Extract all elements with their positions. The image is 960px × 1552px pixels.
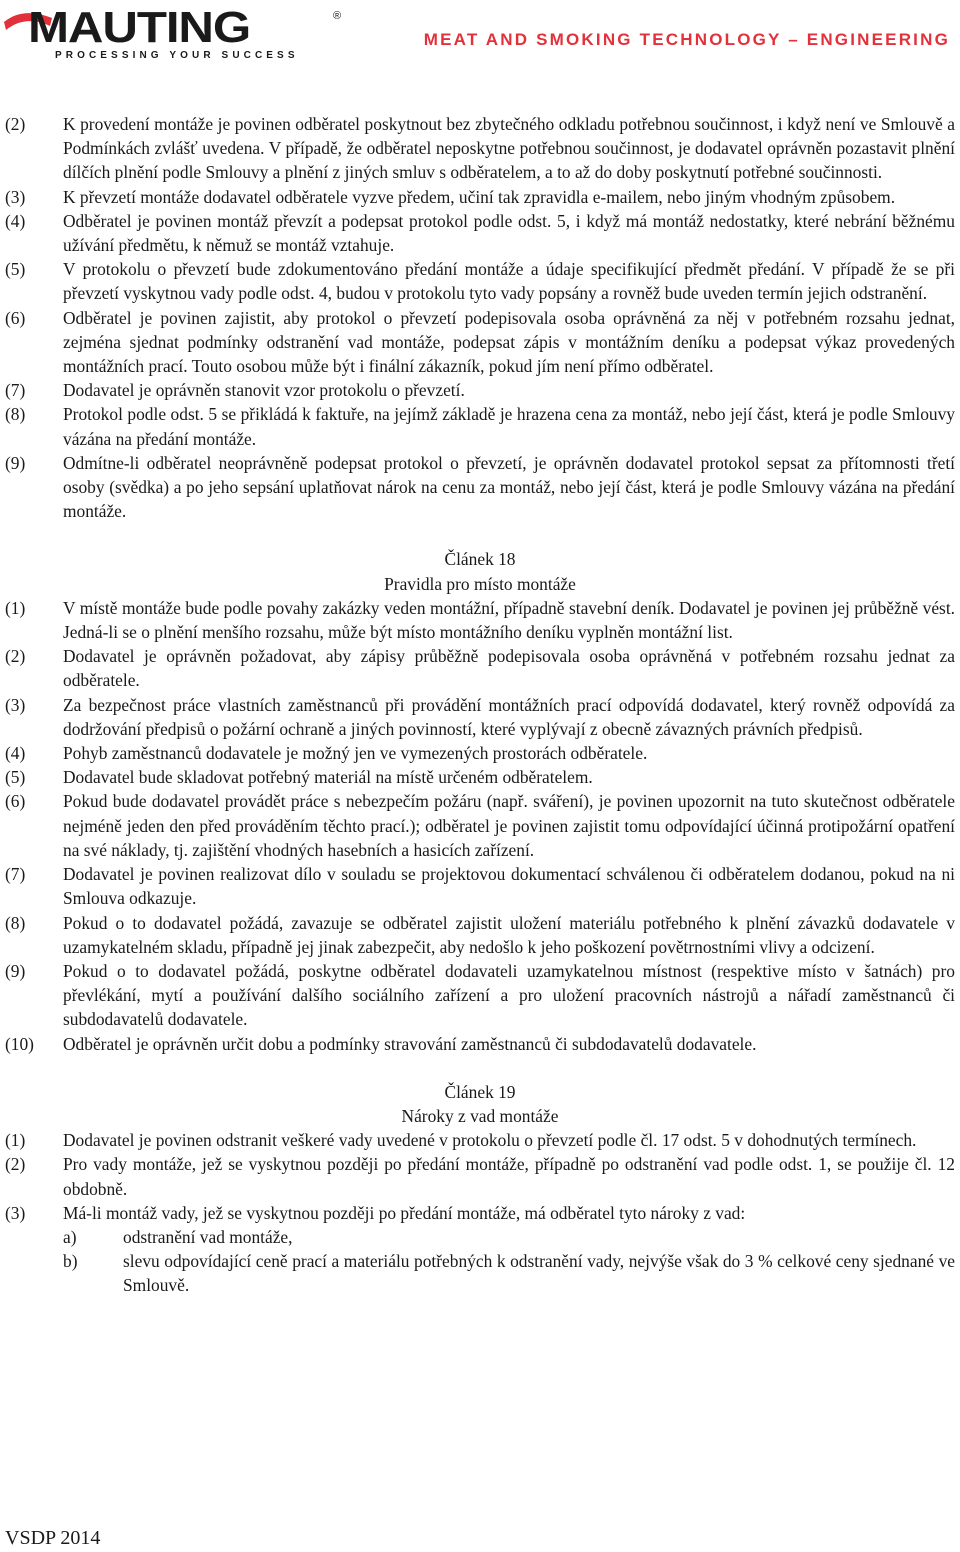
- paragraph-text: V protokolu o převzetí bude zdokumentováno předání montáže a údaje specifikující předmět předání. V případě že se při převzetí vyskytnou vady podle odst. 4, budou v protokolu tyto vady popsány a rovněž bude uveden termín jejich odstranění.: [63, 259, 955, 304]
- paragraph-number: (3): [5, 1202, 26, 1223]
- article-title: Článek 19: [444, 1081, 516, 1102]
- paragraph: [0, 451, 960, 524]
- paragraph: [0, 693, 960, 741]
- paragraph: [0, 741, 960, 765]
- paragraph: [0, 959, 960, 1032]
- paragraph-number: (8): [5, 912, 26, 933]
- paragraph: [0, 378, 960, 402]
- paragraph-number: (5): [5, 259, 26, 280]
- registered-mark: ®: [333, 10, 342, 22]
- paragraph-number: (1): [5, 597, 26, 618]
- paragraph-text: Odběratel je oprávněn určit dobu a podmínky stravování zaměstnanců či subdodavatelů dodavatele.: [63, 1033, 757, 1054]
- paragraph-text: Odběratel je povinen zajistit, aby protokol o převzetí podepisovala osoba oprávněná za něj v potřebném rozsahu jednat, zejména sjednat podmínky odstranění vad montáže, podepsat zápis v montážním deníku a podepsat výkaz provedených montážních prací. Touto osobou může být i finální zákazník, pokud jím není přímo odběratel.: [63, 307, 955, 377]
- spacer: [0, 523, 960, 547]
- paragraph-text: Dodavatel bude skladovat potřebný materiál na místě určeném odběratelem.: [63, 767, 593, 788]
- paragraph: [0, 306, 960, 379]
- paragraph: [0, 185, 960, 209]
- paragraph: [0, 911, 960, 959]
- paragraph-text: Dodavatel je povinen realizovat dílo v souladu se projektovou dokumentací schválenou či odběratelem dodanou, pokud na ni Smlouva odkazuje.: [63, 864, 955, 909]
- article-subtitle: Pravidla pro místo montáže: [384, 573, 576, 594]
- paragraph-number: (6): [5, 307, 26, 328]
- paragraph-number: (9): [5, 960, 26, 981]
- paragraph-number: (8): [5, 404, 26, 425]
- header-slogan: MEAT AND SMOKING TECHNOLOGY – ENGINEERING: [423, 30, 950, 49]
- article-17-continuation: [0, 112, 960, 523]
- paragraph: [0, 1201, 960, 1225]
- paragraph-text: K převzetí montáže dodavatel odběratele vyzve předem, učiní tak zpravidla e-mailem, nebo jiným vhodným způsobem.: [63, 186, 896, 207]
- paragraph-text: Má-li montáž vady, jež se vyskytnou později po předání montáže, má odběratel tyto nároky z vad:: [63, 1202, 746, 1223]
- article-19: [0, 1080, 960, 1298]
- paragraph: [0, 1152, 960, 1200]
- sub-item-text: odstranění vad montáže,: [123, 1226, 293, 1247]
- paragraph: [0, 765, 960, 789]
- logo-tagline: PROCESSING YOUR SUCCESS: [55, 50, 299, 61]
- paragraph: [0, 257, 960, 305]
- paragraph-text: Dodavatel je oprávněn stanovit vzor protokolu o převzetí.: [63, 380, 465, 401]
- paragraph-text: Pokud bude dodavatel provádět práce s nebezpečím požáru (např. sváření), je povinen upozornit na tuto skutečnost odběratele nejméně jeden den před prováděním těchto prací.); odběratel je povinen zajistit tomu odpovídající účinná protipožární opatření na své náklady, tj. zajištění vhodných hasebních a hasicích zařízení.: [63, 791, 955, 860]
- paragraph: [0, 1032, 960, 1056]
- paragraph: [0, 644, 960, 692]
- sub-item-letter: a): [63, 1226, 77, 1247]
- paragraph-number: (5): [5, 767, 26, 788]
- paragraph-number: (3): [5, 186, 26, 207]
- paragraph-number: (4): [5, 743, 26, 764]
- paragraph-number: (4): [5, 210, 26, 231]
- article-subtitle: Nároky z vad montáže: [401, 1105, 559, 1126]
- paragraph-number: (10): [5, 1033, 34, 1054]
- paragraph-number: (2): [5, 1154, 26, 1175]
- paragraph: [0, 789, 960, 862]
- paragraph-text: Protokol podle odst. 5 se přikládá k faktuře, na jejímž základě je hrazena cena za montáž, nebo její část, která je podle Smlouvy vázána na předání montáže.: [63, 404, 955, 449]
- page-header: [0, 0, 960, 75]
- paragraph-text: K provedení montáže je povinen odběratel poskytnout bez zbytečného odkladu potřebnou součinnost, i když není ve Smlouvě a Podmínkách zvlášť uvedena. V případě, že odběratel neposkytne potřebnou součinnost, je dodavatel oprávněn pozastavit plnění dílčích plnění podle Smlouvy a plnění z jiných smluv s odběratelem, a to až do doby poskytnutí potřebné součinnosti.: [63, 114, 955, 183]
- article-18: [0, 547, 960, 1055]
- paragraph: [0, 596, 960, 644]
- article-title: Článek 18: [444, 549, 516, 570]
- sub-item-text: slevu odpovídající ceně prací a materiálu potřebných k odstranění vady, nejvýše však do 3 % celkové ceny sjednané ve Smlouvě.: [123, 1251, 955, 1296]
- spacer: [0, 1056, 960, 1080]
- page-footer: VSDP 2014: [5, 1527, 101, 1549]
- company-logo: MAUTING: [28, 3, 251, 52]
- paragraph: [0, 209, 960, 257]
- paragraph-number: (2): [5, 114, 26, 134]
- sub-item-letter: b): [63, 1251, 78, 1272]
- paragraph-number: (1): [5, 1130, 26, 1151]
- sub-item: [0, 1225, 960, 1249]
- paragraph-number: (2): [5, 646, 26, 667]
- paragraph-text: Dodavatel je oprávněn požadovat, aby zápisy průběžně podepisovala osoba oprávněná v potřebném rozsahu jednat za odběratele.: [63, 646, 955, 691]
- paragraph-number: (6): [5, 791, 26, 812]
- paragraph: [0, 402, 960, 450]
- paragraph: [0, 862, 960, 910]
- paragraph: [0, 1128, 960, 1152]
- paragraph-text: Pokud o to dodavatel požádá, poskytne odběratel dodavateli uzamykatelnou místnost (respektive místo v šatnách) pro převlékání, mytí a používání dalšího sociálního zařízení a pro uložení pracovních nástrojů a nářadí zaměstnanců či subdodavatelů dodavatele.: [63, 960, 955, 1030]
- paragraph-text: Pro vady montáže, jež se vyskytnou později po předání montáže, případně po odstranění vad podle odst. 1, se použije čl. 12 obdobně.: [63, 1154, 955, 1199]
- paragraph-number: (9): [5, 452, 26, 473]
- paragraph-text: Dodavatel je povinen odstranit veškeré vady uvedené v protokolu o převzetí podle čl. 17 odst. 5 v dohodnutých termínech.: [63, 1130, 917, 1151]
- paragraph-text: Odběratel je povinen montáž převzít a podepsat protokol podle odst. 5, i když má montáž nedostatky, které nebrání běžnému užívání předmětu, k němuž se montáž vztahuje.: [63, 210, 955, 256]
- sub-item: [0, 1249, 960, 1297]
- paragraph: [0, 112, 960, 185]
- document-body: [0, 112, 960, 1298]
- paragraph-text: Odmítne-li odběratel neoprávněně podepsat protokol o převzetí, je oprávněn dodavatel protokol sepsat za přítomnosti třetí osoby (svědka) a po jeho sepsání uplatňovat nárok na cenu za montáž, nebo její část, která je podle Smlouvy vázána na předání montáže.: [63, 452, 955, 522]
- paragraph-number: (7): [5, 864, 26, 885]
- paragraph-text: Za bezpečnost práce vlastních zaměstnanců při provádění montážních prací odpovídá dodavatel, který rovněž odpovídá za dodržování předpisů o požární ochraně a jiných povinností, které vyplývají z obecně závazných právních předpisů.: [63, 694, 955, 739]
- paragraph-number: (7): [5, 380, 26, 401]
- paragraph-text: Pohyb zaměstnanců dodavatele je možný jen ve vymezených prostorách odběratele.: [63, 743, 648, 764]
- paragraph-text: V místě montáže bude podle povahy zakázky veden montážní, případně stavební deník. Dodavatel je povinen jej průběžně vést. Jedná-li se o plnění menšího rozsahu, může být místo montážního deníku vyplněn montážní list.: [63, 597, 955, 643]
- paragraph-number: (3): [5, 694, 26, 715]
- paragraph-text: Pokud o to dodavatel požádá, zavazuje se odběratel zajistit uložení materiálu potřebného k plnění závazků dodavatele v uzamykatelném skladu, případně jej jinak zabezpečit, aby nedošlo k jeho poškození povětrnostními vlivy a odcizení.: [63, 912, 955, 957]
